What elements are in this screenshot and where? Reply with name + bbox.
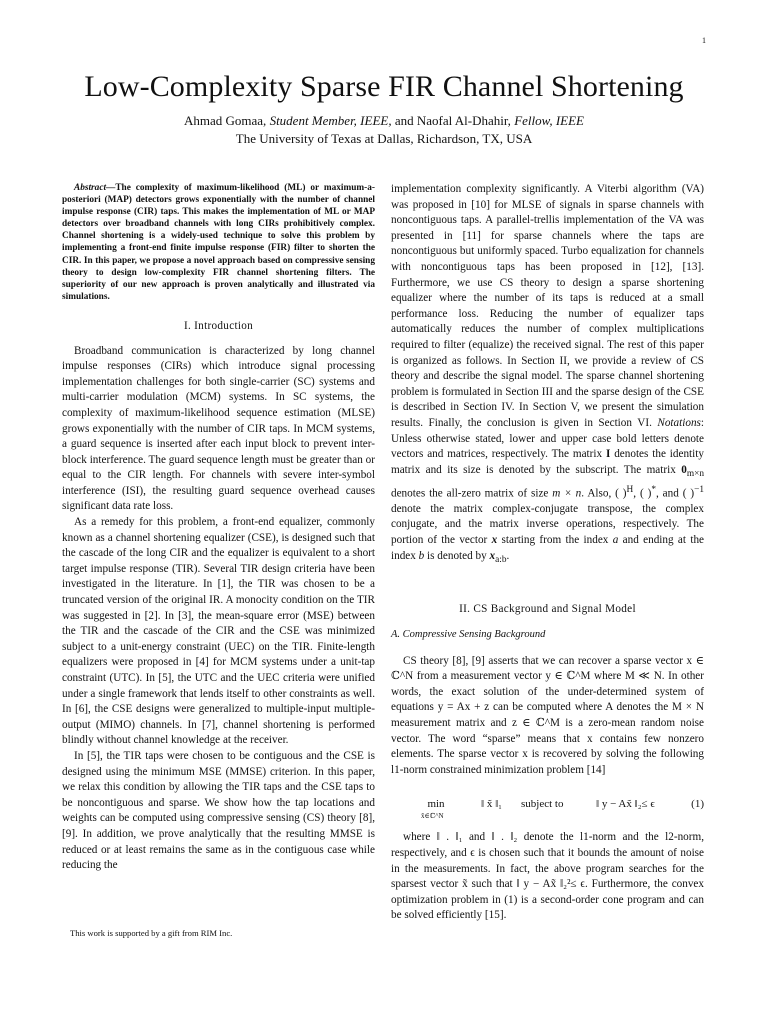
- index-a-symbol: a: [612, 534, 619, 547]
- equation-min-operator: min: [427, 797, 445, 810]
- cs-paragraph-1: CS theory [8], [9] asserts that we can recover a sparse vector x ∈ ℂ^N from a measurement vector y ∈ ℂ^M where M ≪ N. In other words, the exact solution of the under-determined system of equations y = Ax + z can be computed where A denotes the M × N measurement matrix and z ∈ ℂ^M is a zero-mean random noise vector. The word “sparse” means that x contains few nonzero elements. The sparse vector x is recovered by solving the following l1-norm constrained minimization problem [14]: [391, 654, 704, 776]
- author-1-role: Student Member, IEEE,: [269, 113, 392, 128]
- notations-label: Notations: [657, 416, 701, 429]
- subsection-heading-cs: A. Compressive Sensing Background: [391, 629, 546, 641]
- author-1: Ahmad Gomaa,: [184, 113, 267, 128]
- zero-symbol: 0: [681, 463, 687, 476]
- right-column: [391, 182, 704, 924]
- footnote: This work is supported by a gift from RIM Inc.: [70, 928, 233, 938]
- zero-subscript: m×n: [686, 468, 704, 479]
- notations-text: , and ( ): [655, 487, 695, 500]
- section-heading-cs-background: II. CS Background and Signal Model: [459, 603, 636, 616]
- intro-continuation-text: implementation complexity significantly. A Viterbi algorithm (VA) was proposed in [10] for MLSE of signals in sparse channels with noncontiguous taps. A parallel-trellis implementation of the VA was presented in [11] for sparse channels where the taps are noncontiguous but uniformly spaced. Turbo equalization for channels with noncontiguous taps has been proposed in [12], [13]. Furthermore, we use CS theory to design a sparse shortening equalizer where the number of its taps is reduced at a small performance loss. Reducing the number of equalizer taps automatically reduces the number of complex multiplications required to filter (equalize) the received signal. The rest of this paper is organized as follows. In Section II, we provide a review of CS theory and describe the signal model. The sparse channel shortening problem is formulated in Section III and the sparse design of the CSE is described in Section IV. In Section V, we present the simulation results. Finally, the conclusion is given in Section VI.: [391, 183, 704, 429]
- cs-paragraph-2: where ‖ . ‖₁ and ‖ . ‖₂ denote the l1-norm and the l2-norm, respectively, and ϵ is chosen such that it bounds the amount of noise in the measurements. In fact, the above program searches for the sparsest vector x̃ such that ‖ y − Ax̃ ‖₂²≤ ϵ. Furthermore, the convex optimization problem in (1) is a second-order cone program and can be solved efficiently [15].: [391, 831, 704, 922]
- abstract-text: —The complexity of maximum-likelihood (ML) or maximum-a-posteriori (MAP) detectors grows exponentially with the number of channel impulse response (CIR) taps. This makes the implementation of ML or MAP detectors over broadband channels with long CIRs prohibitively complex. Channel shortening is a widely-used technique to solve this problem by implementing a front-end finite impulse response (FIR) filter to shorten the CIR. In this paper, we propose a novel approach based on compressive sensing theory to design low-complexity FIR channel shortening filters. The superiority of our new approach is proven analytically and illustrated via simulations.: [62, 183, 375, 302]
- equation-min: [391, 797, 481, 820]
- equation-objective: ‖ x̃ ‖₁: [481, 797, 503, 810]
- notations-text: : Unless otherwise stated, lower and upper case bold letters denote vectors and matrices, respectively. The matrix: [391, 416, 704, 461]
- equation-subject-to: subject to: [521, 797, 564, 810]
- equation-min-subscript: x̃∈ℂ^N: [421, 811, 444, 820]
- notations-text: .: [506, 549, 510, 562]
- index-b-symbol: b: [418, 549, 425, 562]
- notations-text: , ( ): [633, 487, 652, 500]
- notations-text: . Also, ( ): [581, 487, 627, 500]
- page-number: 1: [702, 36, 706, 45]
- abstract: [62, 182, 375, 303]
- equation-1: [391, 792, 704, 820]
- equation-number: (1): [691, 797, 704, 810]
- paper-title: Low-Complexity Sparse FIR Channel Shortening: [84, 70, 684, 103]
- notations-text: denotes the identity matrix and its size is denoted by the subscript. The matrix: [391, 448, 704, 476]
- index-ab-subscript: a:b: [495, 554, 507, 565]
- conjugate-sup: *: [651, 484, 656, 495]
- notations-text: is denoted by: [424, 549, 490, 562]
- author-2: and Naofal Al-Dhahir,: [394, 113, 511, 128]
- left-column: [62, 182, 375, 874]
- intro-paragraph-1: Broadband communication is characterized by long channel impulse responses (CIRs) which introduce signal processing implementation challenges for both single-carrier (SC) systems and multi-carrier modulation (MCM) systems. In SC systems, the complexity of maximum-likelihood sequence estimation (MLSE) grows exponentially with the number of CIR taps. In MCM systems, a guard sequence is inserted after each input block to prevent inter-block interference. The guard sequence length must be greater than or equal to the CIR length. For channels with severe inter-symbol interference (ISI), the resulting guard sequence overhead causes significant data rate loss.: [62, 344, 375, 513]
- notations-text: and ending at the index: [391, 534, 705, 562]
- intro-paragraph-3: In [5], the TIR taps were chosen to be contiguous and the CSE is designed using the minimum MSE (MMSE) criterion. In this paper, we relax this condition by allowing the TIR taps and the CSE taps to be noncontiguous and sparse. We show how the tap locations and weights can be computed using compressive sensing (CS) theory [8], [9]. In addition, we prove analytically that the resulting MMSE is reduced or at least remains the same as in the contiguous case while reducing the: [62, 749, 375, 872]
- intro-continuation: [391, 182, 704, 568]
- section-heading-introduction: I. Introduction: [183, 319, 254, 332]
- equation-constraint: ‖ y − Ax̃ ‖₂≤ ϵ: [596, 797, 655, 810]
- inverse-sup: −1: [694, 484, 704, 495]
- vector-x-symbol: x: [491, 534, 498, 547]
- author-block: [0, 112, 768, 148]
- notations-text: denote the matrix complex-conjugate transpose, the complex conjugate, and the matrix inverse operations, respectively. The portion of the vector: [391, 502, 704, 547]
- author-2-role: Fellow, IEEE: [514, 113, 584, 128]
- hermitian-sup: H: [626, 484, 634, 495]
- affiliation: The University of Texas at Dallas, Richardson, TX, USA: [235, 131, 533, 146]
- notations-text: denotes the all-zero matrix of size: [391, 487, 553, 500]
- notations-text: starting from the index: [497, 534, 613, 547]
- vector-xab-symbol: x: [489, 549, 496, 562]
- abstract-label: Abstract: [74, 183, 107, 193]
- identity-symbol: I: [605, 448, 611, 461]
- intro-paragraph-2: As a remedy for this problem, a front-end equalizer, commonly known as a channel shortening equalizer (CSE), is designed such that the cascade of the long CIR and the equalizer is equivalent to a short target impulse response (TIR). Several TIR design criteria have been investigated in the literature. In [1], the TIR was chosen to be a truncated version of the original IR. A monocity condition on the TIR was suggested in [2]. In [3], the mean-square error (MSE) between the TIR and the cascade of the CIR and the CSE was minimized subject to a unit-energy constraint (UEC) on the TIR. Finite-length equalizers were proposed in [4] for MCM systems under a unit-tap constraint (UTC). In [5], the UTC and the UEC criteria were unified under a single framework that lends itself to other constraints as well. In [6], the CSE designs were generalized to multiple-input multiple-output (MIMO) channels. In [7], channel shortening is performed blindly without channel knowledge at the receiver.: [62, 516, 375, 747]
- author-line: [0, 112, 768, 130]
- size-symbol: m × n: [552, 487, 582, 500]
